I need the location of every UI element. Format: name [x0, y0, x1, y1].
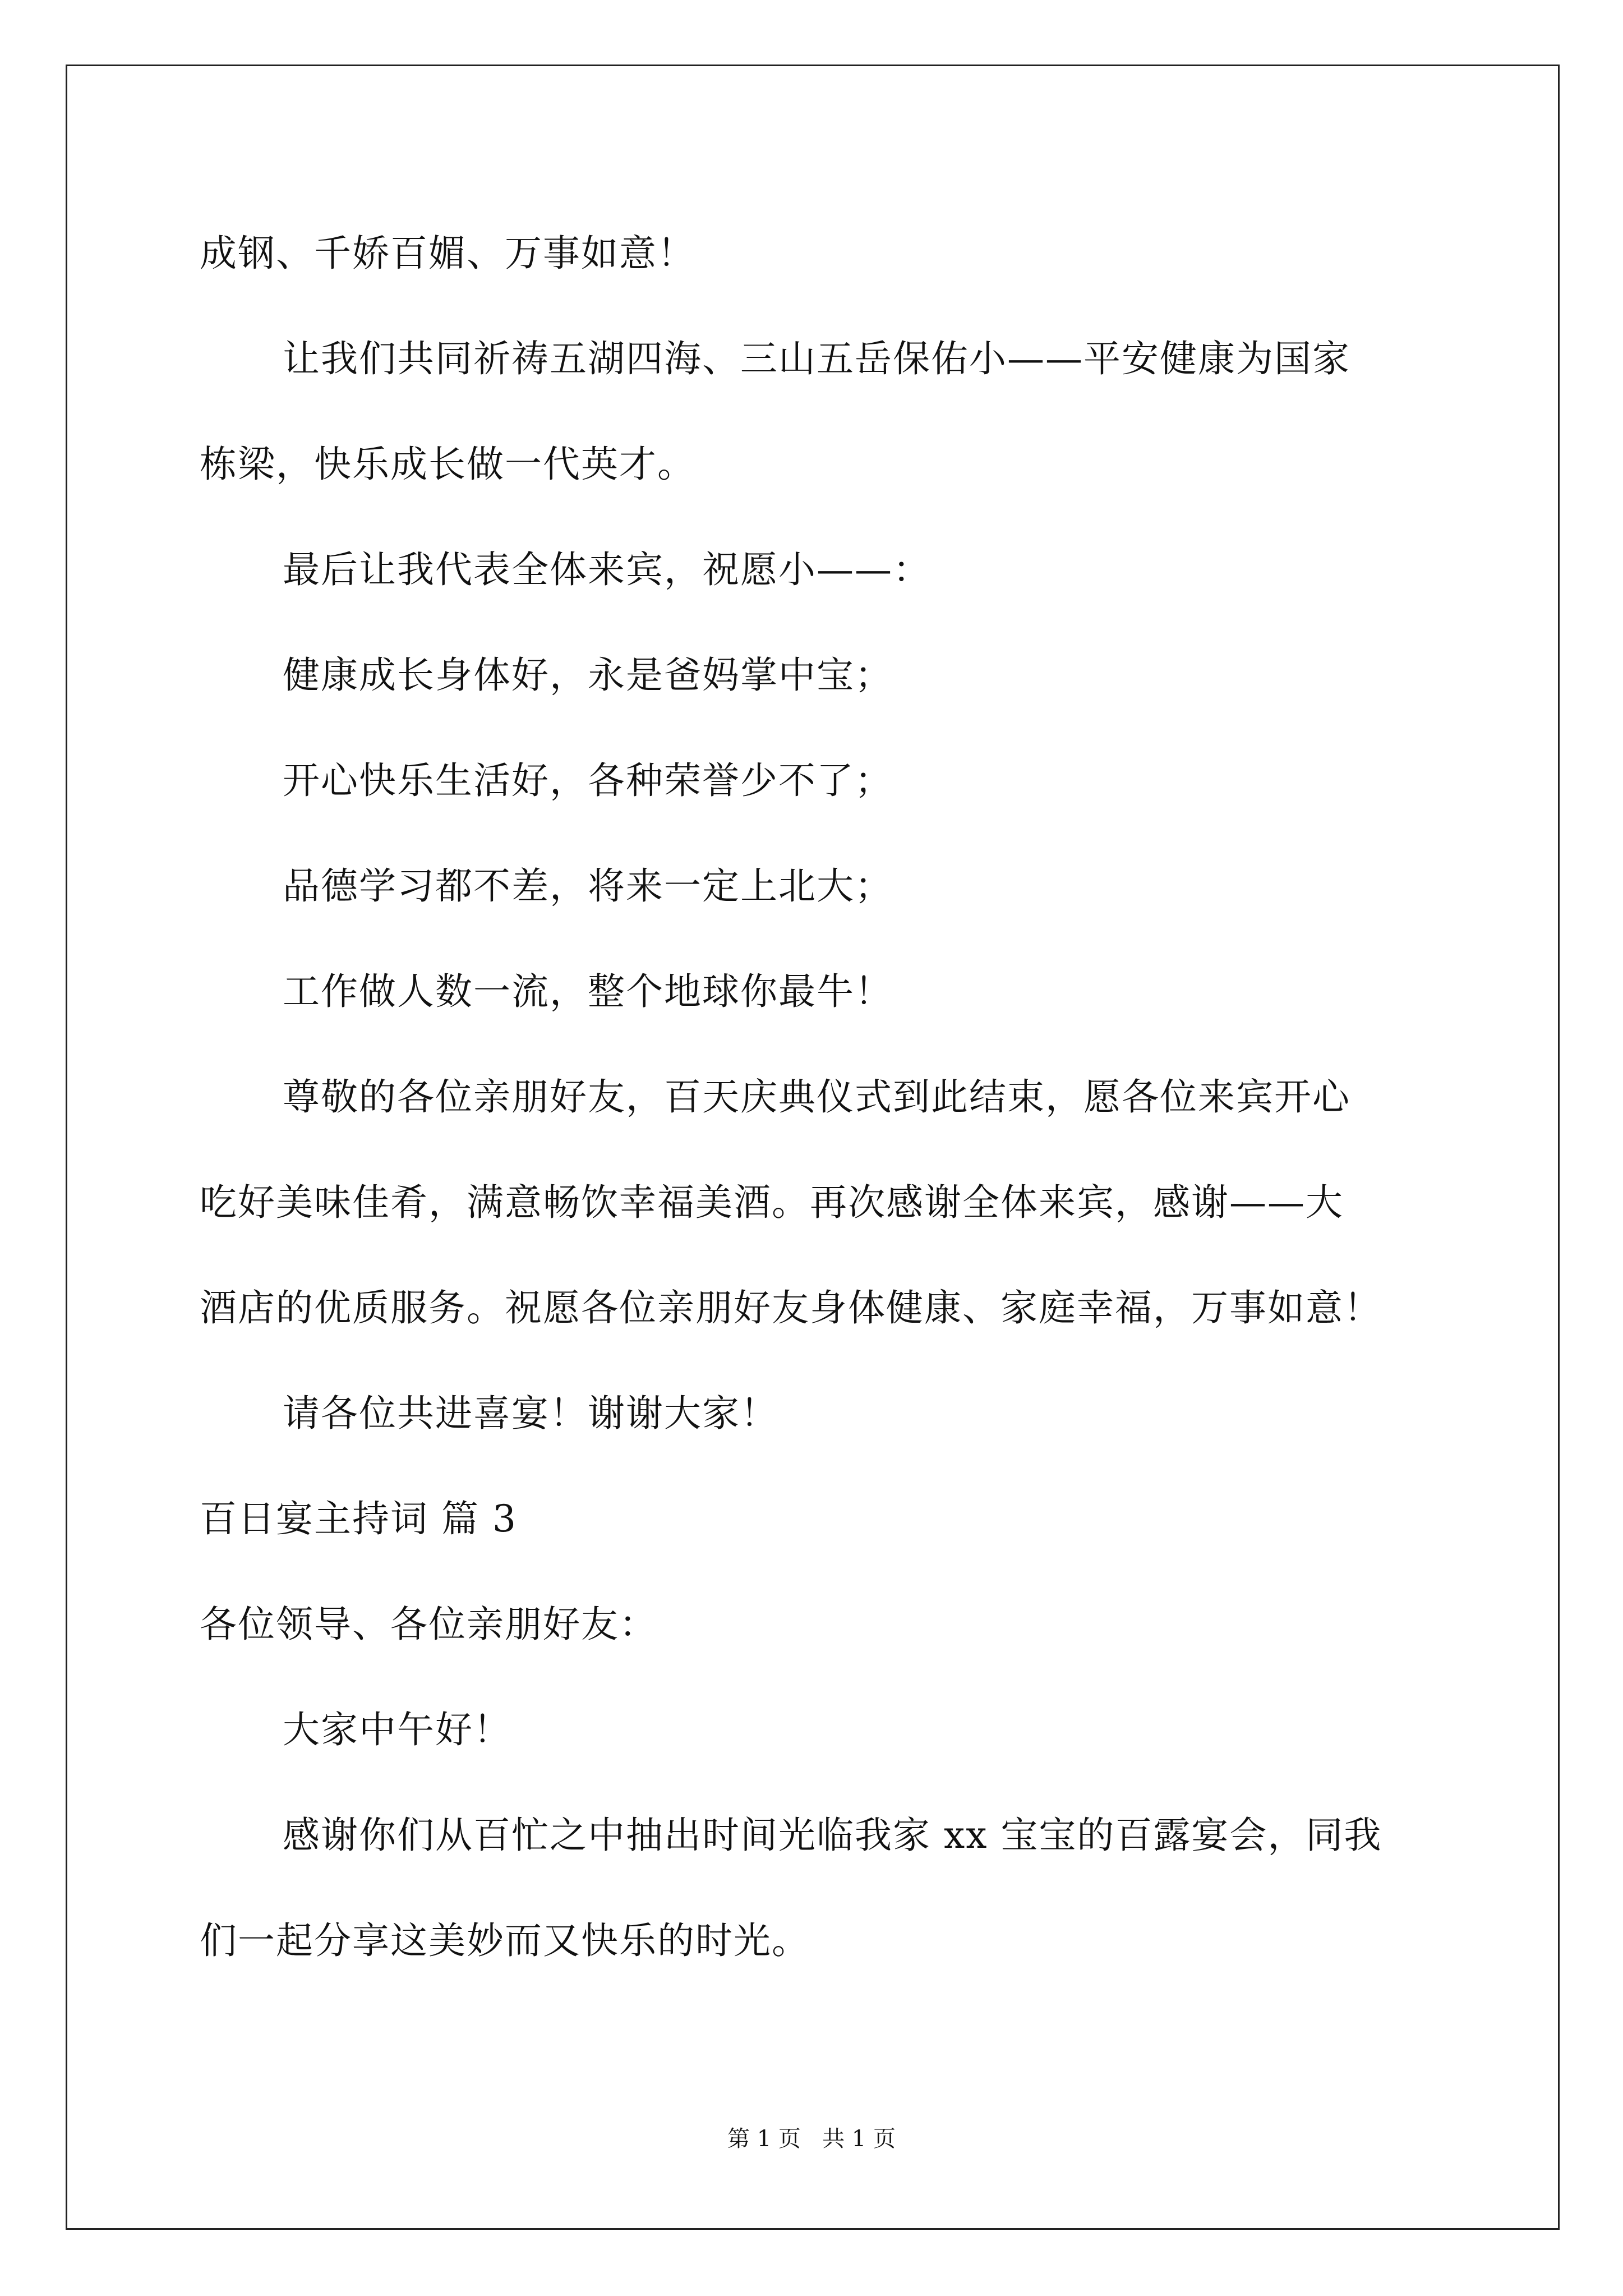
text-line: 品德学习都不差，将来一定上北大； — [283, 864, 893, 908]
text-line: 健康成长身体好，永是爸妈掌中宝； — [283, 654, 893, 697]
text-line: 让我们共同祈祷五湖四海、三山五岳保佑小——平安健康为国家 — [283, 337, 1350, 380]
text-line: 开心快乐生活好，各种荣誉少不了； — [283, 759, 893, 802]
text-line: 吃好美味佳肴，满意畅饮幸福美酒。再次感谢全体来宾，感谢——大 — [200, 1181, 1344, 1224]
text-line: 们一起分享这美妙而又快乐的时光。 — [200, 1919, 810, 1962]
text-line: 最后让我代表全体来宾，祝愿小——： — [283, 548, 931, 591]
text-line: 各位领导、各位亲朋好友： — [200, 1603, 657, 1646]
text-line: 大家中午好！ — [283, 1708, 511, 1751]
text-line: 栋梁，快乐成长做一代英才。 — [200, 443, 695, 486]
text-line: 工作做人数一流，整个地球你最牛！ — [283, 970, 893, 1013]
section-heading: 百日宴主持词 篇 3 — [200, 1497, 517, 1540]
text-line: 酒店的优质服务。祝愿各位亲朋好友身体健康、家庭幸福，万事如意！ — [200, 1286, 1382, 1329]
text-line: 请各位共进喜宴！谢谢大家！ — [283, 1392, 778, 1435]
page-footer: 第 1 页 共 1 页 — [727, 2126, 896, 2152]
text-line: 感谢你们从百忙之中抽出时间光临我家 xx 宝宝的百露宴会，同我 — [283, 1814, 1382, 1857]
page-border — [66, 65, 1560, 2230]
text-line: 成钢、千娇百媚、万事如意！ — [200, 232, 695, 275]
text-line: 尊敬的各位亲朋好友，百天庆典仪式到此结束，愿各位来宾开心 — [283, 1075, 1350, 1119]
